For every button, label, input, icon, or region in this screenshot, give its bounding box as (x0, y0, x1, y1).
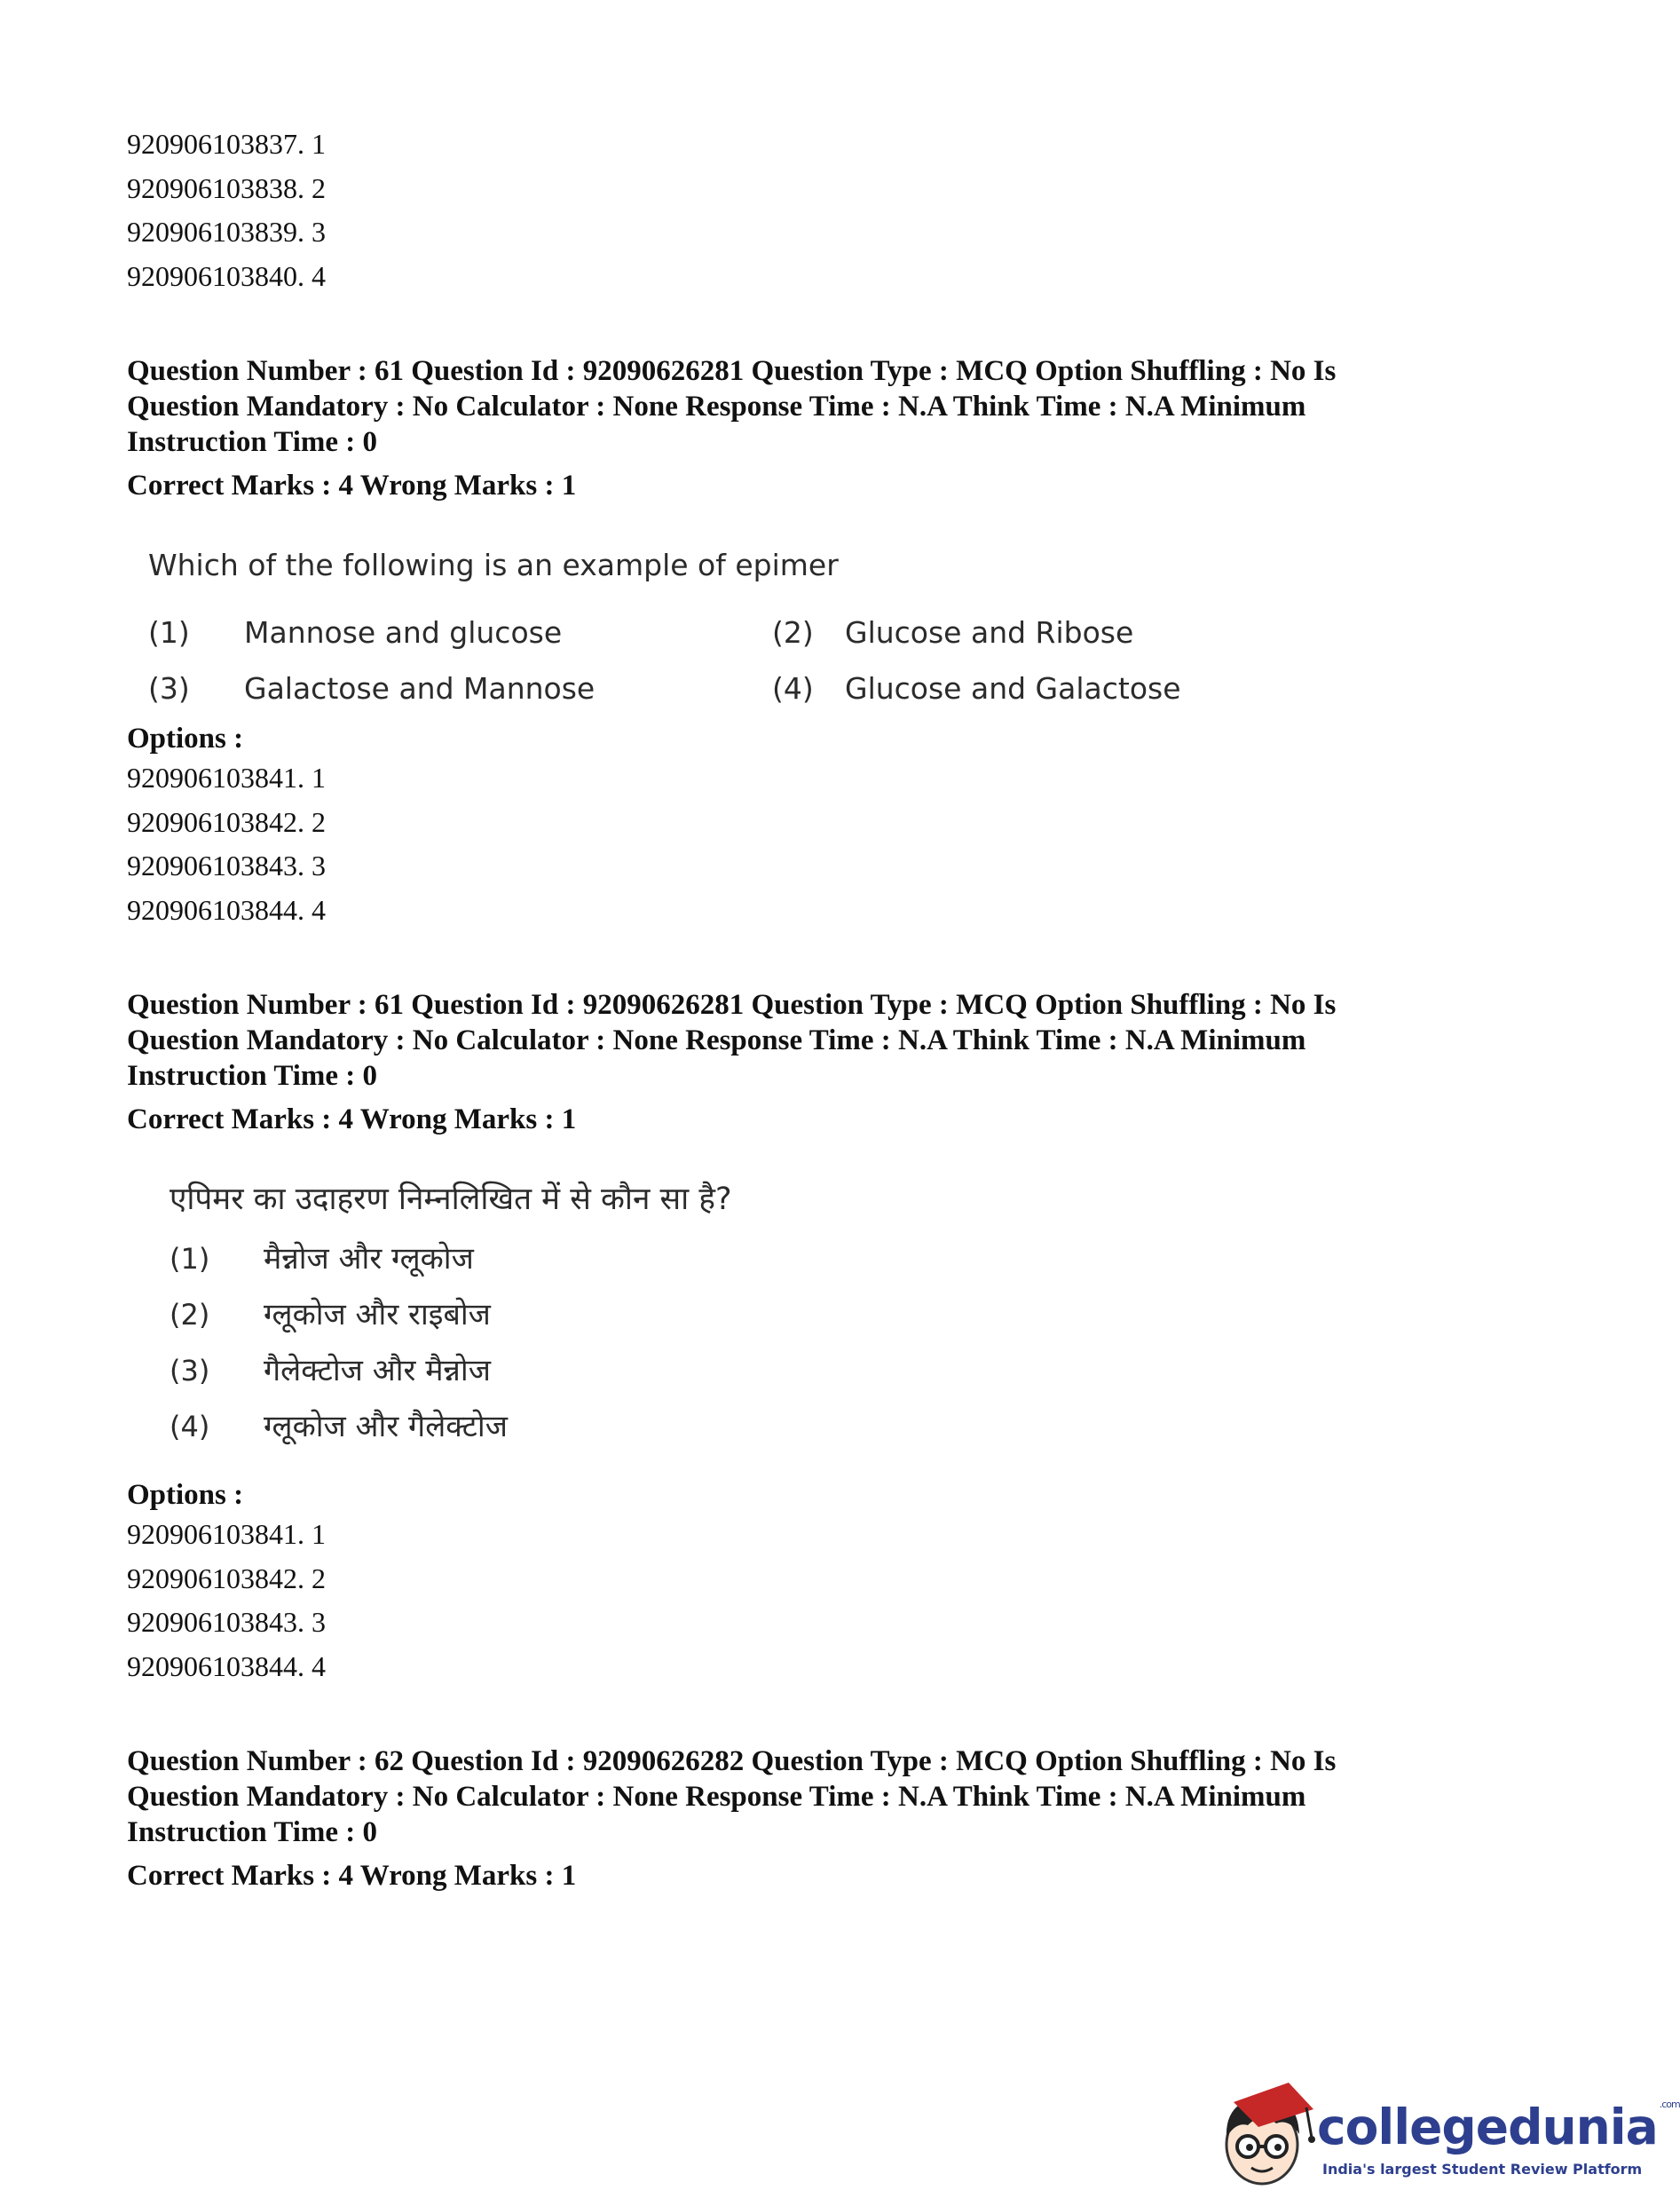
question-marks: Correct Marks : 4 Wrong Marks : 1 (127, 1103, 577, 1135)
choice-2: (2) ग्लूकोज और राइबोज (170, 1297, 491, 1332)
choice-3: (3) Galactose and Mannose (148, 671, 595, 706)
logo-wordmark: collegedunia $^{.com}$ (1317, 2099, 1680, 2155)
question-text: एपिमर का उदाहरण निम्नलिखित में से कौन सा है? (170, 1182, 732, 1217)
option-line: 920906103842. 2 (127, 805, 326, 838)
option-line: 920906103841. 1 (127, 762, 326, 794)
question-meta: Question Number : 61 Question Id : 92090626281 Question Type : MCQ Option Shuffling : No Is Question Mandatory : No Calculator : None Response Time : N.A Think Time : N.A Minimum Instruction Time : 0 (127, 355, 1337, 458)
question-meta: Question Number : 62 Question Id : 92090626282 Question Type : MCQ Option Shuffling : No Is Question Mandatory : No Calculator : None Response Time : N.A Think Time : N.A Minimum Instruction Time : 0 (127, 1745, 1337, 1848)
option-line: 920906103844. 4 (127, 893, 326, 926)
answer-choices (148, 615, 1181, 727)
option-line: 920906103843. 3 (127, 1606, 326, 1638)
options-label: Options : (127, 723, 244, 755)
option-line: 920906103840. 4 (127, 259, 326, 292)
question-marks: Correct Marks : 4 Wrong Marks : 1 (127, 470, 577, 502)
question-block-62 (127, 1743, 1511, 1894)
options-list (127, 756, 1511, 932)
logo-tagline: India's largest Student Review Platform (1322, 2161, 1643, 2178)
option-line: 920906103841. 1 (127, 1518, 326, 1550)
option-line: 920906103843. 3 (127, 850, 326, 882)
choice-2: (2) Glucose and Ribose (772, 615, 1134, 650)
question-image-hindi (170, 1180, 1511, 1477)
question-image-english (148, 548, 1511, 721)
options-list (127, 1513, 1511, 1688)
option-line: 920906103838. 2 (127, 171, 326, 204)
options-label: Options : (127, 1479, 244, 1511)
option-line: 920906103842. 2 (127, 1562, 326, 1594)
previous-options-list (127, 123, 1511, 298)
choice-1: (1) मैन्नोज और ग्लूकोज (170, 1241, 474, 1277)
choice-1: (1) Mannose and glucose (148, 615, 563, 650)
question-block-61-english (127, 353, 1511, 932)
choice-4: (4) ग्लूकोज और गैलेक्टोज (170, 1409, 508, 1444)
question-meta: Question Number : 61 Question Id : 92090626281 Question Type : MCQ Option Shuffling : No Is Question Mandatory : No Calculator : None Response Time : N.A Think Time : N.A Minimum Instruction Time : 0 (127, 989, 1337, 1092)
option-line: 920906103844. 4 (127, 1649, 326, 1682)
option-line: 920906103839. 3 (127, 216, 326, 248)
option-line: 920906103837. 1 (127, 128, 326, 160)
question-text: Which of the following is an example of epimer (148, 548, 839, 582)
question-marks: Correct Marks : 4 Wrong Marks : 1 (127, 1860, 577, 1892)
collegedunia-logo (1207, 2075, 1680, 2191)
question-block-61-hindi (127, 987, 1511, 1688)
mascot-icon (1207, 2075, 1322, 2191)
document-page (127, 123, 1511, 1894)
choice-4: (4) Glucose and Galactose (772, 671, 1181, 706)
choice-3: (3) गैलेक्टोज और मैन्नोज (170, 1353, 491, 1388)
